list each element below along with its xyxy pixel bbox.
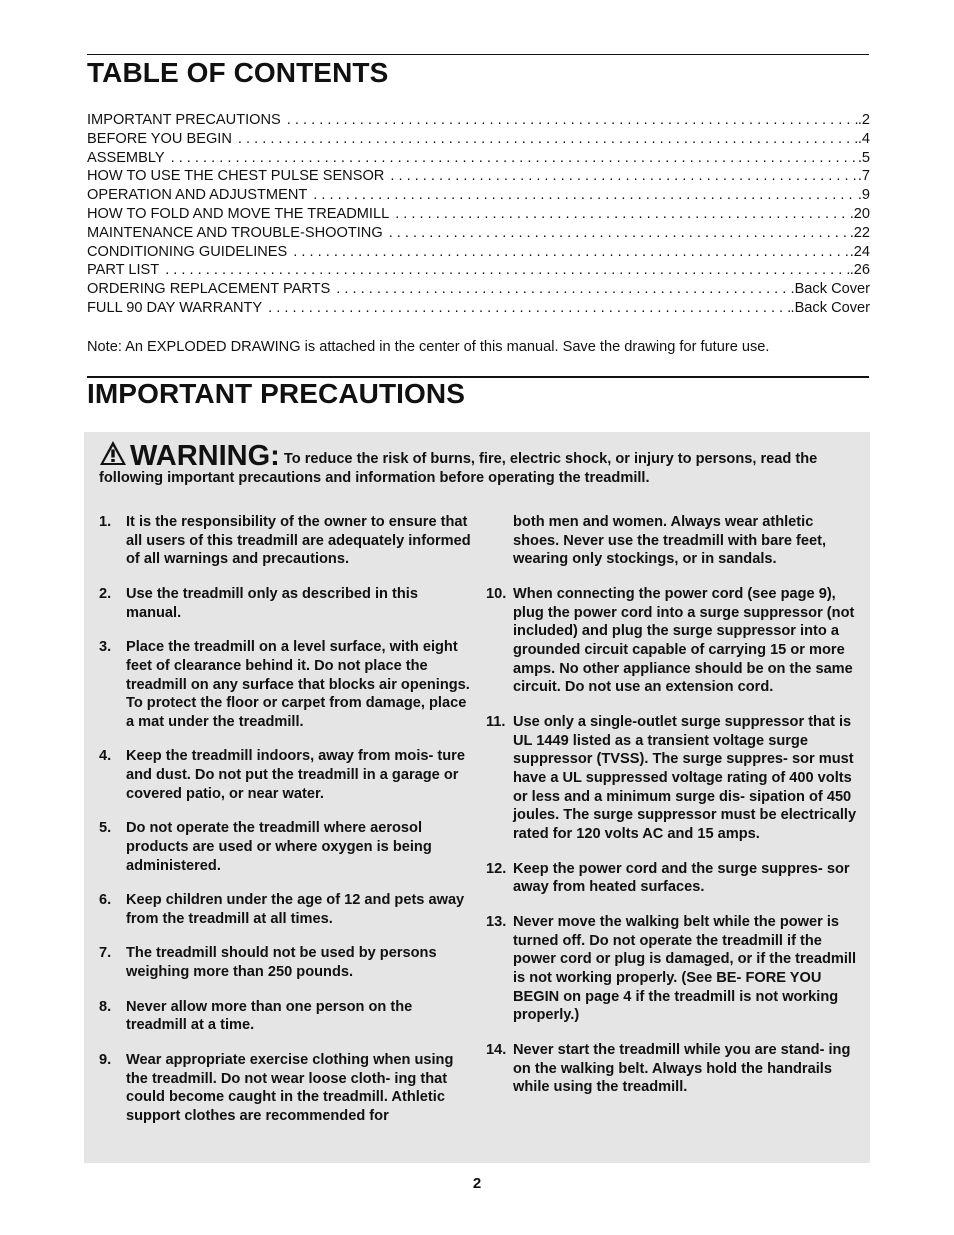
toc-entry[interactable]: BEFORE YOU BEGIN . . . .4	[87, 130, 870, 149]
precaution-item-9-continued: both men and women. Always wear athletic shoes. Never use the treadmill with bare feet, wearing only stockings, or in sandals.	[513, 514, 827, 568]
precaution-item: 1. It is the responsibility of the owner to ensure that all users of this treadmill are adequately informed of all warnings and precautions.	[99, 514, 471, 568]
precautions-list-right	[486, 513, 858, 1113]
precaution-item: 9. Wear appropriate exercise clothing when using the treadmill. Do not wear loose cloth- ing that could become caught in the treadmill. Athletic support clothes are recommended for	[99, 1051, 454, 1124]
toc-entry[interactable]: FULL 90 DAY WARRANTY . . . .Back Cover	[87, 299, 870, 318]
precaution-item: 12. Keep the power cord and the surge suppres- sor away from heated surfaces.	[486, 860, 850, 896]
precautions-list-left	[99, 513, 474, 1141]
warning-text: To reduce the risk of burns, fire, electric shock, or injury to persons, read the following important precautions and information before operating the treadmill.	[99, 451, 818, 486]
precaution-item: 10. When connecting the power cord (see page 9), plug the power cord into a surge suppressor (not included) and plug the surge suppressor into a grounded circuit capable of carrying 15 or more amps. No other appliance should be on the same circuit. Do not use an extension cord.	[486, 585, 855, 696]
precaution-item: 5. Do not operate the treadmill where aerosol products are used or where oxygen is being administered.	[99, 820, 432, 874]
toc-entry[interactable]: ASSEMBLY . . . .5	[87, 149, 870, 168]
warning-statement	[99, 440, 859, 488]
precaution-item: 14. Never start the treadmill while you are stand- ing on the walking belt. Always hold the handrails while using the treadmill.	[486, 1041, 851, 1096]
toc-entry[interactable]: HOW TO FOLD AND MOVE THE TREADMILL . . . .20	[87, 205, 870, 224]
exploded-drawing-note: Note: An EXPLODED DRAWING is attached in the center of this manual. Save the drawing for future use.	[87, 339, 770, 355]
toc-title: TABLE OF CONTENTS	[87, 57, 389, 88]
precaution-item: 3. Place the treadmill on a level surface, with eight feet of clearance behind it. Do not place the treadmill on any surface that blocks air openings. To protect the floor or carpet from damage, place a mat under the treadmill.	[99, 639, 470, 730]
precaution-item: 2. Use the treadmill only as described in this manual.	[99, 585, 418, 621]
toc-entry[interactable]: OPERATION AND ADJUSTMENT . . . .9	[87, 186, 870, 205]
toc-entry[interactable]: IMPORTANT PRECAUTIONS . . . .2	[87, 111, 870, 130]
page-number: 2	[472, 1175, 482, 1192]
toc-entry[interactable]: CONDITIONING GUIDELINES . . . .24	[87, 243, 870, 262]
toc-entry[interactable]: HOW TO USE THE CHEST PULSE SENSOR . . . .7	[87, 167, 870, 186]
precaution-item: 8. Never allow more than one person on the treadmill at a time.	[99, 998, 413, 1034]
precaution-item: 7. The treadmill should not be used by persons weighing more than 250 pounds.	[99, 945, 437, 981]
toc-entry[interactable]: MAINTENANCE AND TROUBLE-SHOOTING . . . .22	[87, 224, 870, 243]
precaution-item: 4. Keep the treadmill indoors, away from mois- ture and dust. Do not put the treadmill in a garage or covered patio, or near water.	[99, 748, 465, 802]
precautions-title: IMPORTANT PRECAUTIONS	[87, 378, 466, 409]
precaution-item: 11. Use only a single-outlet surge suppressor that is UL 1449 listed as a transient voltage surge suppressor (TVSS). The surge suppres- sor must have a UL suppressed voltage rating of 400 volts or less and a minimum surge dis- sipation of 450 joules. The surge suppressor must be electrically rated for 120 volts AC and 15 amps.	[486, 713, 857, 843]
warning-label: WARNING:	[130, 440, 280, 472]
toc-top-rule	[87, 54, 869, 55]
toc-entry[interactable]: ORDERING REPLACEMENT PARTS . . . .Back Cover	[87, 280, 870, 299]
toc-entry[interactable]: PART LIST . . . .26	[87, 261, 870, 280]
precaution-item: 6. Keep children under the age of 12 and pets away from the treadmill at all times.	[99, 892, 465, 927]
precaution-item: 13. Never move the walking belt while the power is turned off. Do not operate the treadmill if the power cord or plug is damaged, or if the treadmill is not working properly. (See BE- FORE YOU BEGIN on page 4 if the treadmill is not working properly.)	[486, 913, 857, 1024]
warning-triangle-icon	[99, 440, 127, 466]
toc-list	[87, 111, 870, 318]
